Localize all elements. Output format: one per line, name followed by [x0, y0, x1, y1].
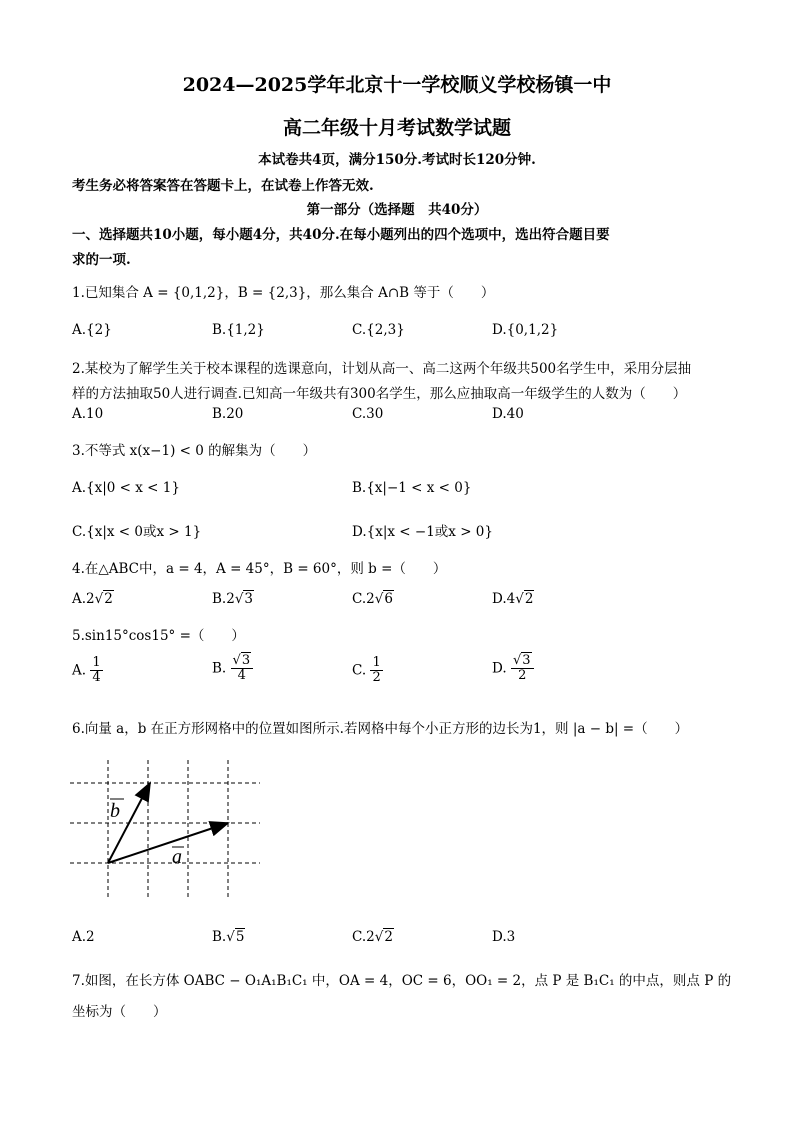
q4-option-c-radical: √6	[374, 591, 393, 607]
q6-option-b-label: B.	[212, 929, 227, 945]
q6-option-c	[352, 929, 394, 945]
q3-option-c: C.{x|x < 0或x > 1}	[72, 524, 202, 540]
q4-option-d	[492, 591, 534, 607]
q6-option-b-radical: √5	[226, 929, 245, 945]
q6-option-d: D.3	[492, 929, 516, 945]
q4-option-c	[352, 591, 394, 607]
answer-sheet-note: 考生务必将答案答在答题卡上，在试卷上作答无效.	[72, 178, 374, 194]
q2-option-b: B.20	[212, 406, 244, 422]
q4-option-a	[72, 591, 114, 607]
q4-option-d-coef: D.4	[492, 591, 516, 607]
q2-option-a: A.10	[72, 406, 104, 422]
q4-option-c-coef: C.2	[352, 591, 375, 607]
q5-option-a-fraction: $\frac{1}{4}$	[92, 655, 101, 686]
q4-option-d-radical: √2	[515, 591, 534, 607]
q7-stem-line2: 坐标为（ ）	[72, 1004, 167, 1020]
q7-stem-line1: 7.如图，在长方体 OABC − O₁A₁B₁C₁ 中，OA = 4，OC = 6，OO₁ = 2，点 P 是 B₁C₁ 的中点，则点 P 的	[72, 973, 732, 989]
q6-vector-grid-figure	[70, 755, 270, 905]
q5-option-b	[212, 654, 253, 684]
section-instructions-line2: 求的一项.	[72, 252, 131, 268]
q3-stem: 3.不等式 x(x−1) < 0 的解集为（ ）	[72, 443, 317, 459]
q4-option-b	[212, 591, 254, 607]
exam-title-line1: 2024—2025学年北京十一学校顺义学校杨镇一中	[182, 74, 612, 96]
q6-option-c-coef: C.2	[352, 929, 375, 945]
q1-option-c: C.{2,3}	[352, 322, 405, 338]
q6-option-c-radical: √2	[374, 929, 393, 945]
q5-option-c-fraction: $\frac{1}{2}$	[372, 655, 381, 686]
q2-option-d: D.40	[492, 406, 524, 422]
q2-option-c: C.30	[352, 406, 384, 422]
q6-option-a: A.2	[72, 929, 95, 945]
q5-option-a	[72, 656, 103, 686]
grid-lines	[70, 760, 260, 900]
q5-option-d	[492, 654, 534, 684]
q1-option-b: B.{1,2}	[212, 322, 265, 338]
q4-option-b-radical: √3	[234, 591, 254, 607]
section-instructions-line1: 一、选择题共10小题，每小题4分，共40分.在每小题列出的四个选项中，选出符合题目要	[72, 227, 610, 243]
q4-option-b-coef: B.2	[212, 591, 235, 607]
exam-info-note: 本试卷共4页，满分150分.考试时长120分钟.	[258, 152, 536, 168]
q3-option-a: A.{x|0 < x < 1}	[72, 480, 180, 496]
q1-option-a: A.{2}	[72, 322, 112, 338]
q5-option-d-label: D.	[492, 660, 507, 677]
q5-option-c	[352, 656, 383, 686]
q3-option-d: D.{x|x < −1或x > 0}	[352, 524, 493, 540]
q3-option-b: B.{x|−1 < x < 0}	[352, 480, 472, 496]
vector-b-label: b	[110, 800, 120, 822]
q5-stem: 5.sin15°cos15° =（ ）	[72, 628, 245, 644]
q4-option-a-coef: A.2	[72, 591, 95, 607]
exam-title-line2: 高二年级十月考试数学试题	[282, 117, 511, 139]
q2-stem-line2: 样的方法抽取50人进行调查.已知高一年级共有300名学生，那么应抽取高一年级学生的人数为（ ）	[72, 386, 687, 402]
vector-a-label: a	[172, 846, 182, 868]
q5-option-d-fraction: $\frac{√3}{2}$	[511, 654, 534, 684]
q5-option-b-label: B.	[212, 660, 227, 677]
part-one-title: 第一部分（选择题 共40分）	[306, 202, 488, 218]
q1-option-d: D.{0,1,2}	[492, 322, 559, 338]
q4-stem: 4.在△ABC中，a = 4，A = 45°，B = 60°，则 b =（ ）	[72, 561, 447, 577]
q6-option-b	[212, 929, 245, 945]
q2-stem-line1: 2.某校为了解学生关于校本课程的选课意向，计划从高一、高二这两个年级共500名学生中，采用分层抽	[72, 361, 692, 377]
q1-stem: 1.已知集合 A = {0,1,2}，B = {2,3}，那么集合 A∩B 等于（ ）	[72, 285, 495, 301]
q4-option-a-radical: √2	[94, 591, 113, 607]
q5-option-c-label: C.	[352, 662, 367, 679]
q6-stem: 6.向量 a，b 在正方形网格中的位置如图所示.若网格中每个小正方形的边长为1，则 |a − b| =（ ）	[72, 721, 689, 737]
q5-option-a-label: A.	[72, 662, 87, 679]
q5-option-b-fraction: $\frac{√3}{4}$	[231, 654, 254, 684]
